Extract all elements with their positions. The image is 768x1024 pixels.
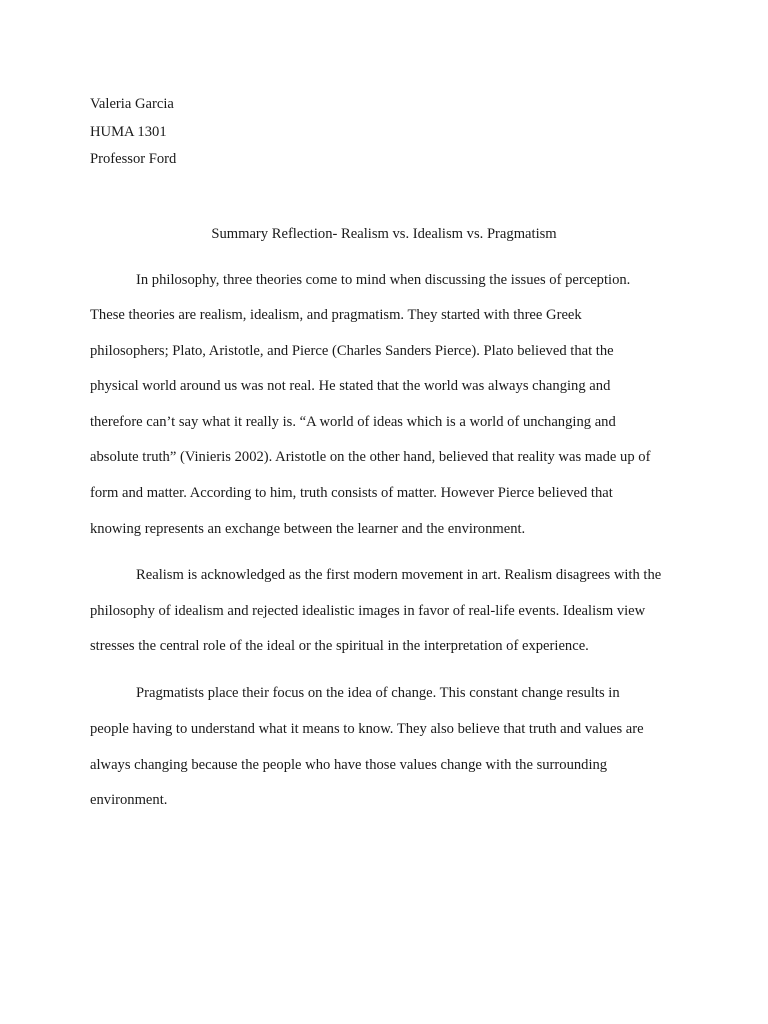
paragraph-1-line-7: form and matter. According to him, truth consists of matter. However Pierce believed that [90, 485, 613, 501]
paragraph-1-line-5: therefore can’t say what it really is. “A world of ideas which is a world of unchanging and [90, 414, 616, 430]
paragraph-3-line-4: environment. [90, 792, 168, 808]
paragraph-1-line-6: absolute truth” (Vinieris 2002). Aristotle on the other hand, believed that reality was made up of [90, 449, 651, 465]
course-code: HUMA 1301 [90, 123, 167, 140]
paragraph-1-line-3: philosophers; Plato, Aristotle, and Pierce (Charles Sanders Pierce). Plato believed that the [90, 343, 614, 359]
paragraph-2-line-3: stresses the central role of the ideal or the spiritual in the interpretation of experience. [90, 638, 589, 654]
paragraph-1-line-4: physical world around us was not real. He stated that the world was always changing and [90, 378, 611, 394]
paragraph-3-line-1: Pragmatists place their focus on the idea of change. This constant change results in [136, 685, 620, 701]
paragraph-3-line-3: always changing because the people who have those values change with the surrounding [90, 757, 608, 773]
paragraph-1-line-1: In philosophy, three theories come to mind when discussing the issues of perception. [136, 272, 631, 288]
paragraph-3-line-2: people having to understand what it means to know. They also believe that truth and values are [90, 721, 644, 737]
paragraph-1-line-8: knowing represents an exchange between the learner and the environment. [90, 521, 526, 537]
professor-name: Professor Ford [90, 151, 177, 167]
paragraph-2-line-1: Realism is acknowledged as the first modern movement in art. Realism disagrees with the [136, 567, 662, 583]
student-name: Valeria Garcia [90, 96, 174, 112]
paragraph-1-line-2: These theories are realism, idealism, and pragmatism. They started with three Greek [90, 307, 582, 323]
paragraph-2-line-2: philosophy of idealism and rejected idealistic images in favor of real-life events. Idealism view [90, 603, 646, 619]
document-title: Summary Reflection- Realism vs. Idealism vs. Pragmatism [211, 226, 557, 242]
document-header [90, 91, 176, 174]
